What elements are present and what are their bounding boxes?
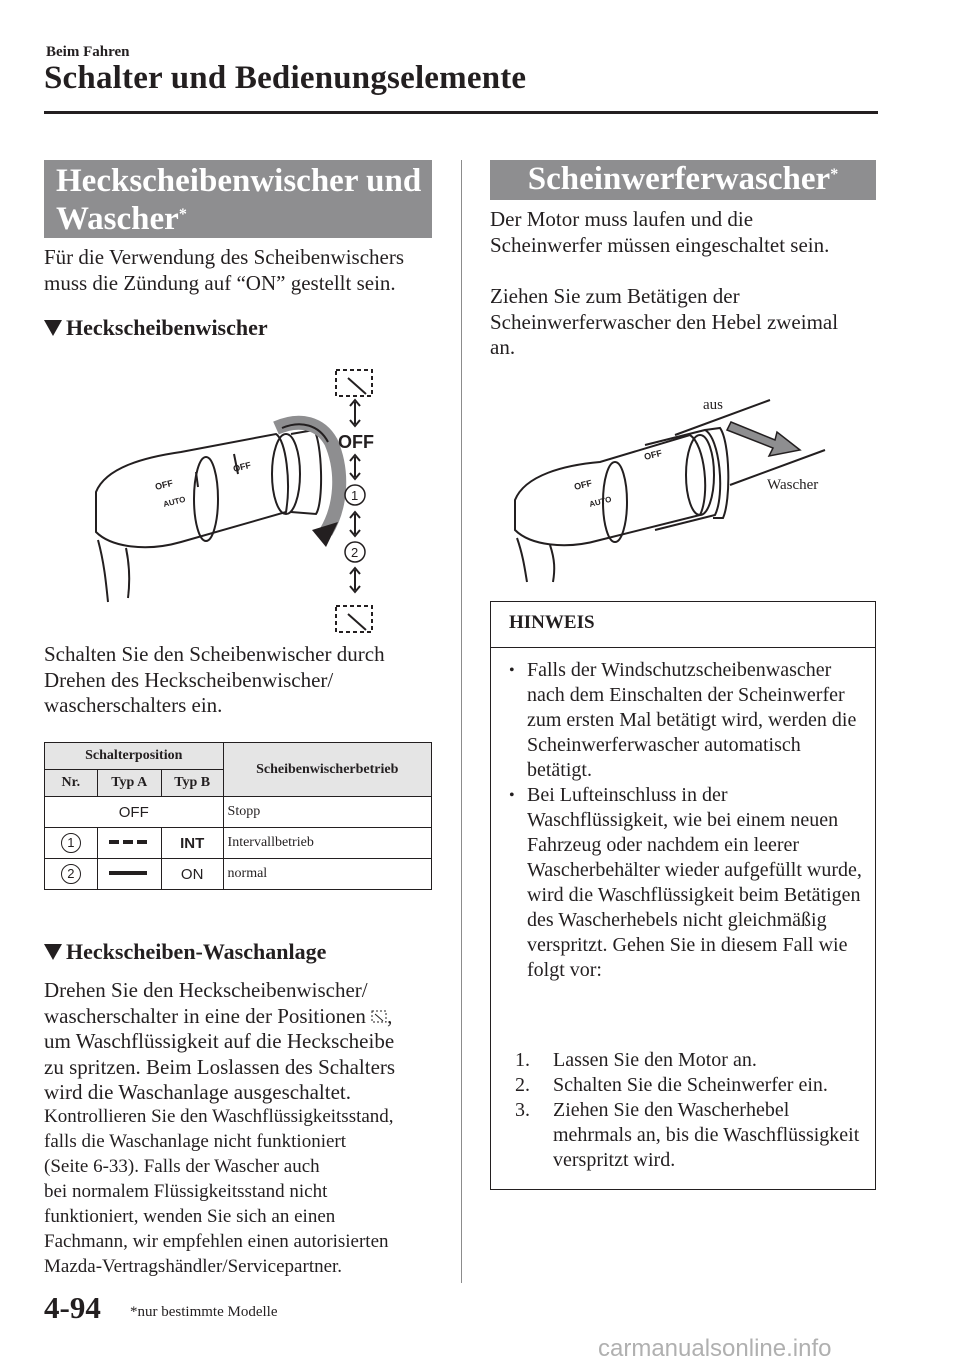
triangle-bullet-icon	[44, 944, 62, 960]
note-steps	[515, 1048, 870, 1173]
cell-operation: normal	[223, 859, 431, 890]
wiper-instruction: Schalten Sie den Scheibenwischer durch Drehen des Heckscheibenwischer/ wascherschalters ein.	[44, 642, 385, 717]
dashed-line-icon	[109, 838, 149, 846]
th-operation: Scheibenwischerbetrieb	[223, 743, 431, 797]
list-item: 3. Ziehen Sie den Wascherhebel mehrmals an, bis die Waschflüssigkeit verspritzt wird.	[515, 1099, 860, 1171]
cell-nr	[45, 828, 98, 859]
subheading-rear-wiper: Heckscheibenwischer	[44, 315, 268, 341]
footnote-mark: *	[178, 206, 187, 223]
lever-text-off-a: OFF	[573, 477, 593, 492]
lever-text-auto: AUTO	[588, 494, 613, 509]
note-rule	[491, 647, 875, 648]
washer-check-text: Kontrollieren Sie den Waschflüssigkeitsstand, falls die Waschanlage nicht funktioniert (Seite 6-33). Falls der Wascher auch bei normalem Flüssigkeitsstand nicht funktioniert, wenden Sie sich an einen Fachmann, wir empfehlen einen autorisierten Mazda-Vertragshändler/Servicepartner.	[44, 1106, 394, 1277]
figure-label-off: OFF	[338, 432, 374, 452]
table-row	[45, 797, 432, 828]
rear-wiper-lever-figure	[86, 362, 406, 640]
washer-position-icon	[371, 1008, 387, 1024]
figure-label-wascher: Wascher	[767, 477, 819, 493]
section-label: Beim Fahren	[46, 44, 130, 60]
intro-text: Für die Verwendung des Scheibenwischers muss die Zündung auf “ON” gestellt sein.	[44, 245, 405, 295]
th-position: Schalterposition	[45, 743, 224, 770]
lever-text-off-b: OFF	[643, 447, 663, 462]
cell-off: OFF	[45, 797, 224, 828]
cell-operation: Intervallbetrieb	[223, 828, 431, 859]
th-type-a: Typ A	[97, 770, 161, 797]
note-bullet-2: • Bei Lufteinschluss in der Waschflüssigkeit, wie bei einem neuen Fahrzeug oder nachdem ein leerer Wascherbehälter wieder aufgefüllt wurde, wird die Waschflüssigkeit beim Betätigen des Wascherhebels nicht gleichmäßig verspritzt. Gehen Sie in diesem Fall wie folgt vor:	[507, 783, 863, 983]
list-item: 2. Schalten Sie die Scheinwerfer ein.	[515, 1074, 828, 1096]
watermark: carmanualsonline.info	[598, 1335, 832, 1362]
footnote-mark: *	[830, 166, 839, 183]
cell-type-a	[97, 859, 161, 890]
note-bullet-1: • Falls der Windschutzscheibenwascher nach dem Einschalten der Scheinwerfer zum ersten Mal betätigt wird, werden die Scheinwerferwascher automatisch betätigt.	[507, 658, 863, 783]
footnote: *nur bestimmte Modelle	[130, 1304, 278, 1320]
subheading-rear-washer: Heckscheiben-Waschanlage	[44, 939, 326, 965]
headlight-washer-instruction: Ziehen Sie zum Betätigen der Scheinwerferwascher den Hebel zweimal an.	[490, 284, 839, 359]
header-rule	[44, 111, 878, 114]
page-title: Schalter und Bedienungselemente	[44, 60, 527, 96]
lever-text-off-b: OFF	[232, 459, 252, 474]
section-banner-headlight-washer: Scheinwerferwascher*	[490, 160, 876, 200]
banner-line-2: Wascher*	[56, 201, 187, 237]
figure-label-aus: aus	[703, 397, 723, 413]
page-number: 4-94	[44, 1290, 101, 1325]
switch-position-table	[44, 742, 432, 890]
lever-text-off-a: OFF	[154, 477, 174, 492]
table-row	[45, 828, 432, 859]
th-type-b: Typ B	[161, 770, 223, 797]
table-row	[45, 859, 432, 890]
cell-operation: Stopp	[223, 797, 431, 828]
triangle-bullet-icon	[44, 320, 62, 336]
cell-nr	[45, 859, 98, 890]
list-item: 1. Lassen Sie den Motor an.	[515, 1049, 757, 1071]
section-banner-rear-wiper	[44, 160, 432, 238]
figure-label-2: 2	[351, 545, 359, 560]
headlight-washer-lever-figure	[505, 390, 835, 585]
position-1-circle: 1	[61, 833, 81, 853]
position-2-circle: 2	[61, 864, 81, 884]
note-list	[507, 658, 863, 983]
banner-line-1: Heckscheibenwischer und	[56, 163, 422, 199]
washer-instruction: Drehen Sie den Heckscheibenwischer/ wascherschalter in eine der Positionen , um Waschflüssigkeit auf die Heckscheibe zu spritzen. Beim Loslassen des Schalters wird die Waschanlage ausgeschaltet.	[44, 978, 396, 1104]
figure-label-1: 1	[351, 488, 359, 503]
lever-text-auto: AUTO	[162, 494, 187, 509]
column-divider	[461, 160, 462, 1283]
cell-type-b: INT	[161, 828, 223, 859]
note-title: HINWEIS	[509, 612, 595, 633]
cell-type-b: ON	[161, 859, 223, 890]
cell-type-a	[97, 828, 161, 859]
headlight-washer-requirement: Der Motor muss laufen und die Scheinwerfer müssen eingeschaltet sein.	[490, 207, 830, 257]
th-nr: Nr.	[45, 770, 98, 797]
solid-line-icon	[109, 869, 149, 877]
